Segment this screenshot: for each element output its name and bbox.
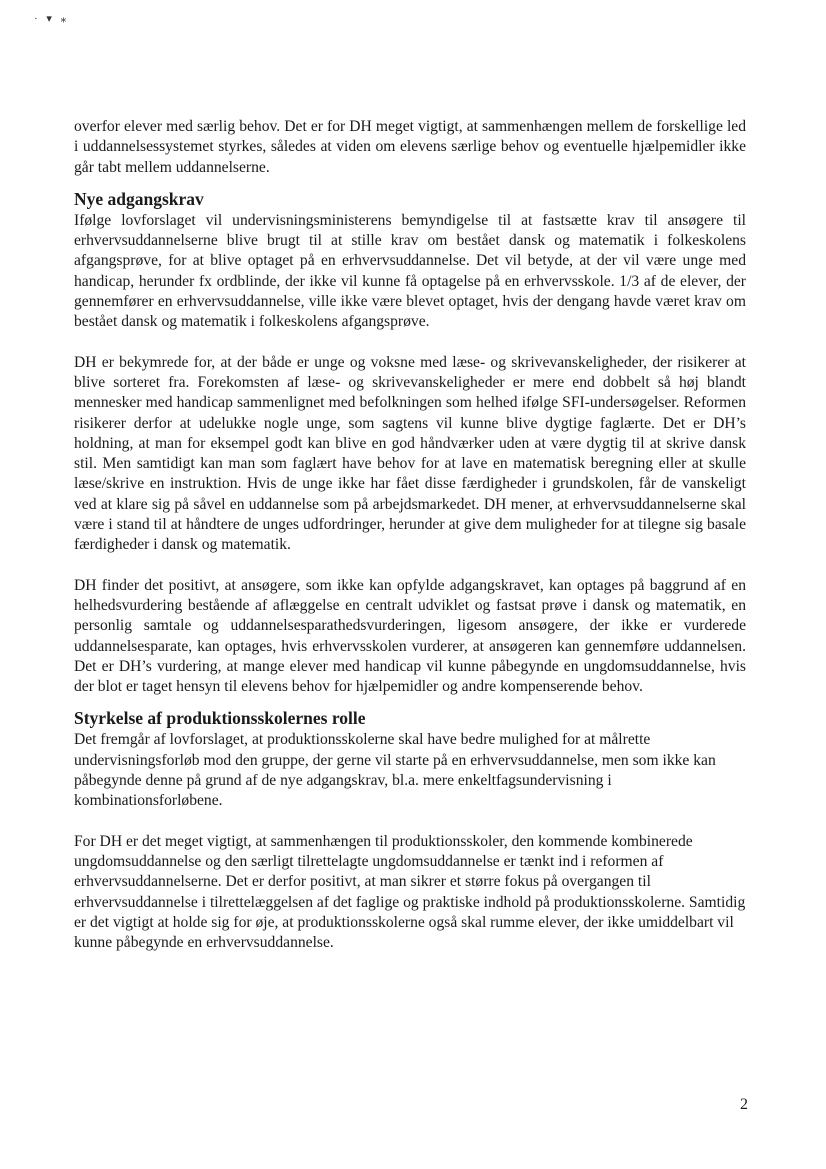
intro-paragraph: overfor elever med særlig behov. Det er for DH meget vigtigt, at sammenhængen mellem de forskellige led i uddannelsessystemet styrkes, således at viden om elevens særlige behov og eventuelle hjælpemidler ikke går tabt mellem uddannelserne.	[74, 118, 746, 176]
section-heading-produktionsskoler: Styrkelse af produktionsskolernes rolle	[74, 708, 366, 729]
paragraph-produktionsskoler: Det fremgår af lovforslaget, at produktionsskolerne skal have bedre mulighed for at målrette undervisningsforløb mod den gruppe, der gerne vil starte på en erhvervsuddannelse, men som ikke kan påbegynde denne på grund af de nye adgangskrav, bl.a. mere enkeltfagsundervisning i kombinationsforløbene.	[74, 731, 716, 810]
scan-artifact-mark: · ▾ ⁎	[34, 13, 70, 25]
paragraph-adgangskrav: Ifølge lovforslaget vil undervisningsministerens bemyndigelse til at fastsætte krav til ansøgere til erhvervsuddannelserne blive brugt til at stille krav om bestået dansk og matematik i folkeskolens afgangsprøve, for at blive optaget på en erhvervsuddannelse. Det vil betyde, at der vil være unge med handicap, herunder fx ordblinde, der ikke vil kunne få optagelse på en erhvervsskole. 1/3 af de elever, der gennemfører en erhvervsuddannelse, ville ikke være blevet optaget, hvis der dengang havde været krav om bestået dansk og matematik i folkeskolens afgangsprøve.	[74, 211, 746, 331]
paragraph-sammenhaeng: For DH er det meget vigtigt, at sammenhængen til produktionsskoler, den kommende kombinerede ungdomsuddannelse og den særligt tilrettelagte ungdomsuddannelse er tænkt ind i reformen af erhvervsuddannelserne. Det er derfor positivt, at man sikrer et større fokus på overgangen til erhvervsuddannelse i tilrettelæggelsen af det faglige og praktiske indhold på produktionsskolerne. Samtidig er det vigtigt at holde sig for øje, at produktionsskolerne også skal rumme elever, der ikke umiddelbart vil kunne påbegynde en erhvervsuddannelse.	[74, 832, 746, 952]
paragraph-bekymring: DH er bekymrede for, at der både er unge og voksne med læse- og skrivevanskeligheder, der risikerer at blive sorteret fra. Forekomsten af læse- og skrivevanskeligheder er mere end dobbelt så høj blandt mennesker med handicap sammenlignet med befolkningen som helhed ifølge SFI-undersøgelser. Reformen risikerer derfor at udelukke nogle unge, som sagtens vil kunne blive dygtige faglærte. Det er DH’s holdning, at man for eksempel godt kan blive en god håndværker uden at være dygtig til at skrive dansk stil. Men samtidigt kan man som faglært have behov for at lave en matematisk beregning eller at skulle læse/skrive en instruktion. Hvis de unge ikke har fået disse færdigheder i grundskolen, får de vanskeligt ved at klare sig på såvel en uddannelse som på arbejdsmarkedet. DH mener, at erhvervsuddannelserne skal være i stand til at håndtere de unges udfordringer, herunder at give dem muligheder for at tilegne sig basale færdigheder i dansk og matematik.	[74, 353, 746, 554]
paragraph-helhedsvurdering: DH finder det positivt, at ansøgere, som ikke kan opfylde adgangskravet, kan optages på baggrund af en helhedsvurdering bestående af aflæggelse en centralt udviklet og fastsat prøve i dansk og matematik, en personlig samtale og uddannelsesparathedsvurderingen, ligesom ansøgere, der ikke er vurderede uddannelsesparate, kan optages, hvis erhvervsskolen vurderer, at ansøgeren kan gennemføre uddannelsen. Det er DH’s vurdering, at mange elever med handicap vil kunne påbegynde en ungdomsuddannelse, hvis der blot er taget hensyn til elevens behov for hjælpemidler og andre kompenserende behov.	[74, 576, 746, 696]
document-page	[74, 117, 746, 953]
page-number: 2	[740, 1096, 748, 1113]
section-heading-adgangskrav: Nye adgangskrav	[74, 188, 204, 209]
